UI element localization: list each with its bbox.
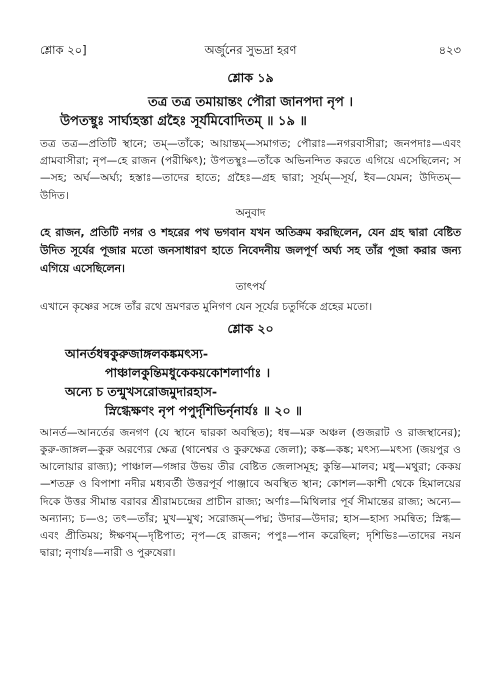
verse-19-purport: এখানে কৃষ্ণের সঙ্গে তাঁর রথে ভ্রমণরত মুনিগণ যেন সূর্যের চতুর্দিকে গ্রহের মতো।: [40, 299, 373, 313]
verse-19-heading: শ্লোক ১৯: [227, 70, 274, 85]
verse-19-purport-label: তাৎপর্য: [235, 280, 266, 293]
verse-19-translation: হে রাজন, প্রতিটি নগর ও শহরের পথ ভগবান যখন অতিক্রম করছিলেন, যেন গ্রহ দ্বারা বেষ্টিত উদিত সূর্যের পূজার মতো জনসাধারণ হাতে নিবেদনীয় জলপূর্ণ অর্ঘ্য সহ তাঁর পূজা করার জন্য এগিয়ে এসেছিলেন।: [40, 225, 461, 275]
page-body: [40, 70, 461, 561]
page-header: [40, 42, 461, 58]
verse-19-synonyms: তত্র তত্র—প্রতিটি স্থানে; তম্—তাঁকে; আয়ান্তম্—সমাগত; পৌরাঃ—নগরবাসীরা; জনপদাঃ—এবং গ্রামবাসীরা; নৃপ—হে রাজন (পরীক্ষিৎ); উপতস্থুঃ—তাঁকে অভিনন্দিত করতে এগিয়ে এসেছিলেন; স—সহ; অর্ঘ—অর্ঘ্য; হস্তাঃ—তাদের হাতে; গ্রহৈঃ—গ্রহ দ্বারা; সূর্যম্—সূর্য, ইব—যেমন; উদিতম্—উদিত।: [40, 137, 461, 202]
verse-20-synonyms: আনর্ত—আনর্তের জনগণ (যে স্থানে দ্বারকা অবস্থিত); ধন্ব—মরু অঞ্চল (গুজরাট ও রাজস্থানের); কুরু-জাঙ্গল—কুরু অরণ্যের ক্ষেত্র (থানেশ্বর ও কুরুক্ষেত্র জেলা); কঙ্ক—কঙ্ক; মৎস্য—মৎস্য (জয়পুর ও আলোয়ার রাজ্য); পাঞ্চাল—গঙ্গার উভয় তীর বেষ্টিত জেলাসমূহ; কুন্তি—মালব; মধু—মথুরা; কেকয়—শতদ্রু ও বিপাশা নদীর মধ্যবর্তী উত্তরপূর্ব পাঞ্জাবে অবস্থিত স্থান; কোশল—কাশী থেকে হিমালয়ের দিকে উত্তর সীমান্ত বরাবর শ্রীরামচন্দ্রের প্রাচীন রাজ্য; অর্ণাঃ—মিথিলার পূর্ব সীমান্তের রাজ্য; অন্যে—অন্যান্য; চ—ও; তৎ—তাঁর; মুখ—মুখ; সরোজম্—পদ্ম; উদার—উদার; হাস—হাস্য সমন্বিত; স্নিগ্ধ—এবং প্রীতিময়; ঈক্ষণম্—দৃষ্টিপাত; নৃপ—হে রাজন; পপুঃ—পান করেছিল; দৃশিভিঃ—তাদের নয়ন দ্বারা; নৃণার্যঃ—নারী ও পুরুষেরা।: [40, 425, 461, 560]
verse-20-line-4: স্নিগ্ধেক্ষণং নৃপ পপুর্দৃশিভির্নৃনার্যঃ ॥ ২০ ॥: [105, 402, 303, 418]
header-verse-ref: শ্লোক ২০]: [40, 43, 87, 57]
verse-20-heading: শ্লোক ২০: [227, 320, 274, 336]
verse-19-text: [40, 93, 461, 131]
verse-19-line-1: তত্র তত্র তমায়ান্তং পৌরা জানপদা নৃপ ।: [147, 95, 354, 110]
header-page-number: ৪২৩: [438, 43, 461, 57]
verse-20-line-1: আনর্তধন্বকুরুজাঙ্গলকঙ্কমৎস্য-: [65, 345, 209, 361]
verse-20-line-2: পাঞ্চালকুন্তিমধুকেকয়কোশলার্ণাঃ ।: [105, 364, 271, 380]
verse-20-line-3: অন্যে চ তন্মুখসরোজমুদারহাস-: [65, 383, 218, 399]
verse-19-line-2: উপতস্থুঃ সার্ঘ্যহস্তা গ্রহৈঃ সূর্যমিবোদিতম্ ॥ ১৯ ॥: [60, 114, 307, 129]
verse-19-translation-label: অনুবাদ: [235, 206, 266, 219]
verse-20-text: [40, 344, 461, 420]
header-chapter-title: অর্জুনের সুভদ্রা হরণ: [204, 43, 297, 57]
